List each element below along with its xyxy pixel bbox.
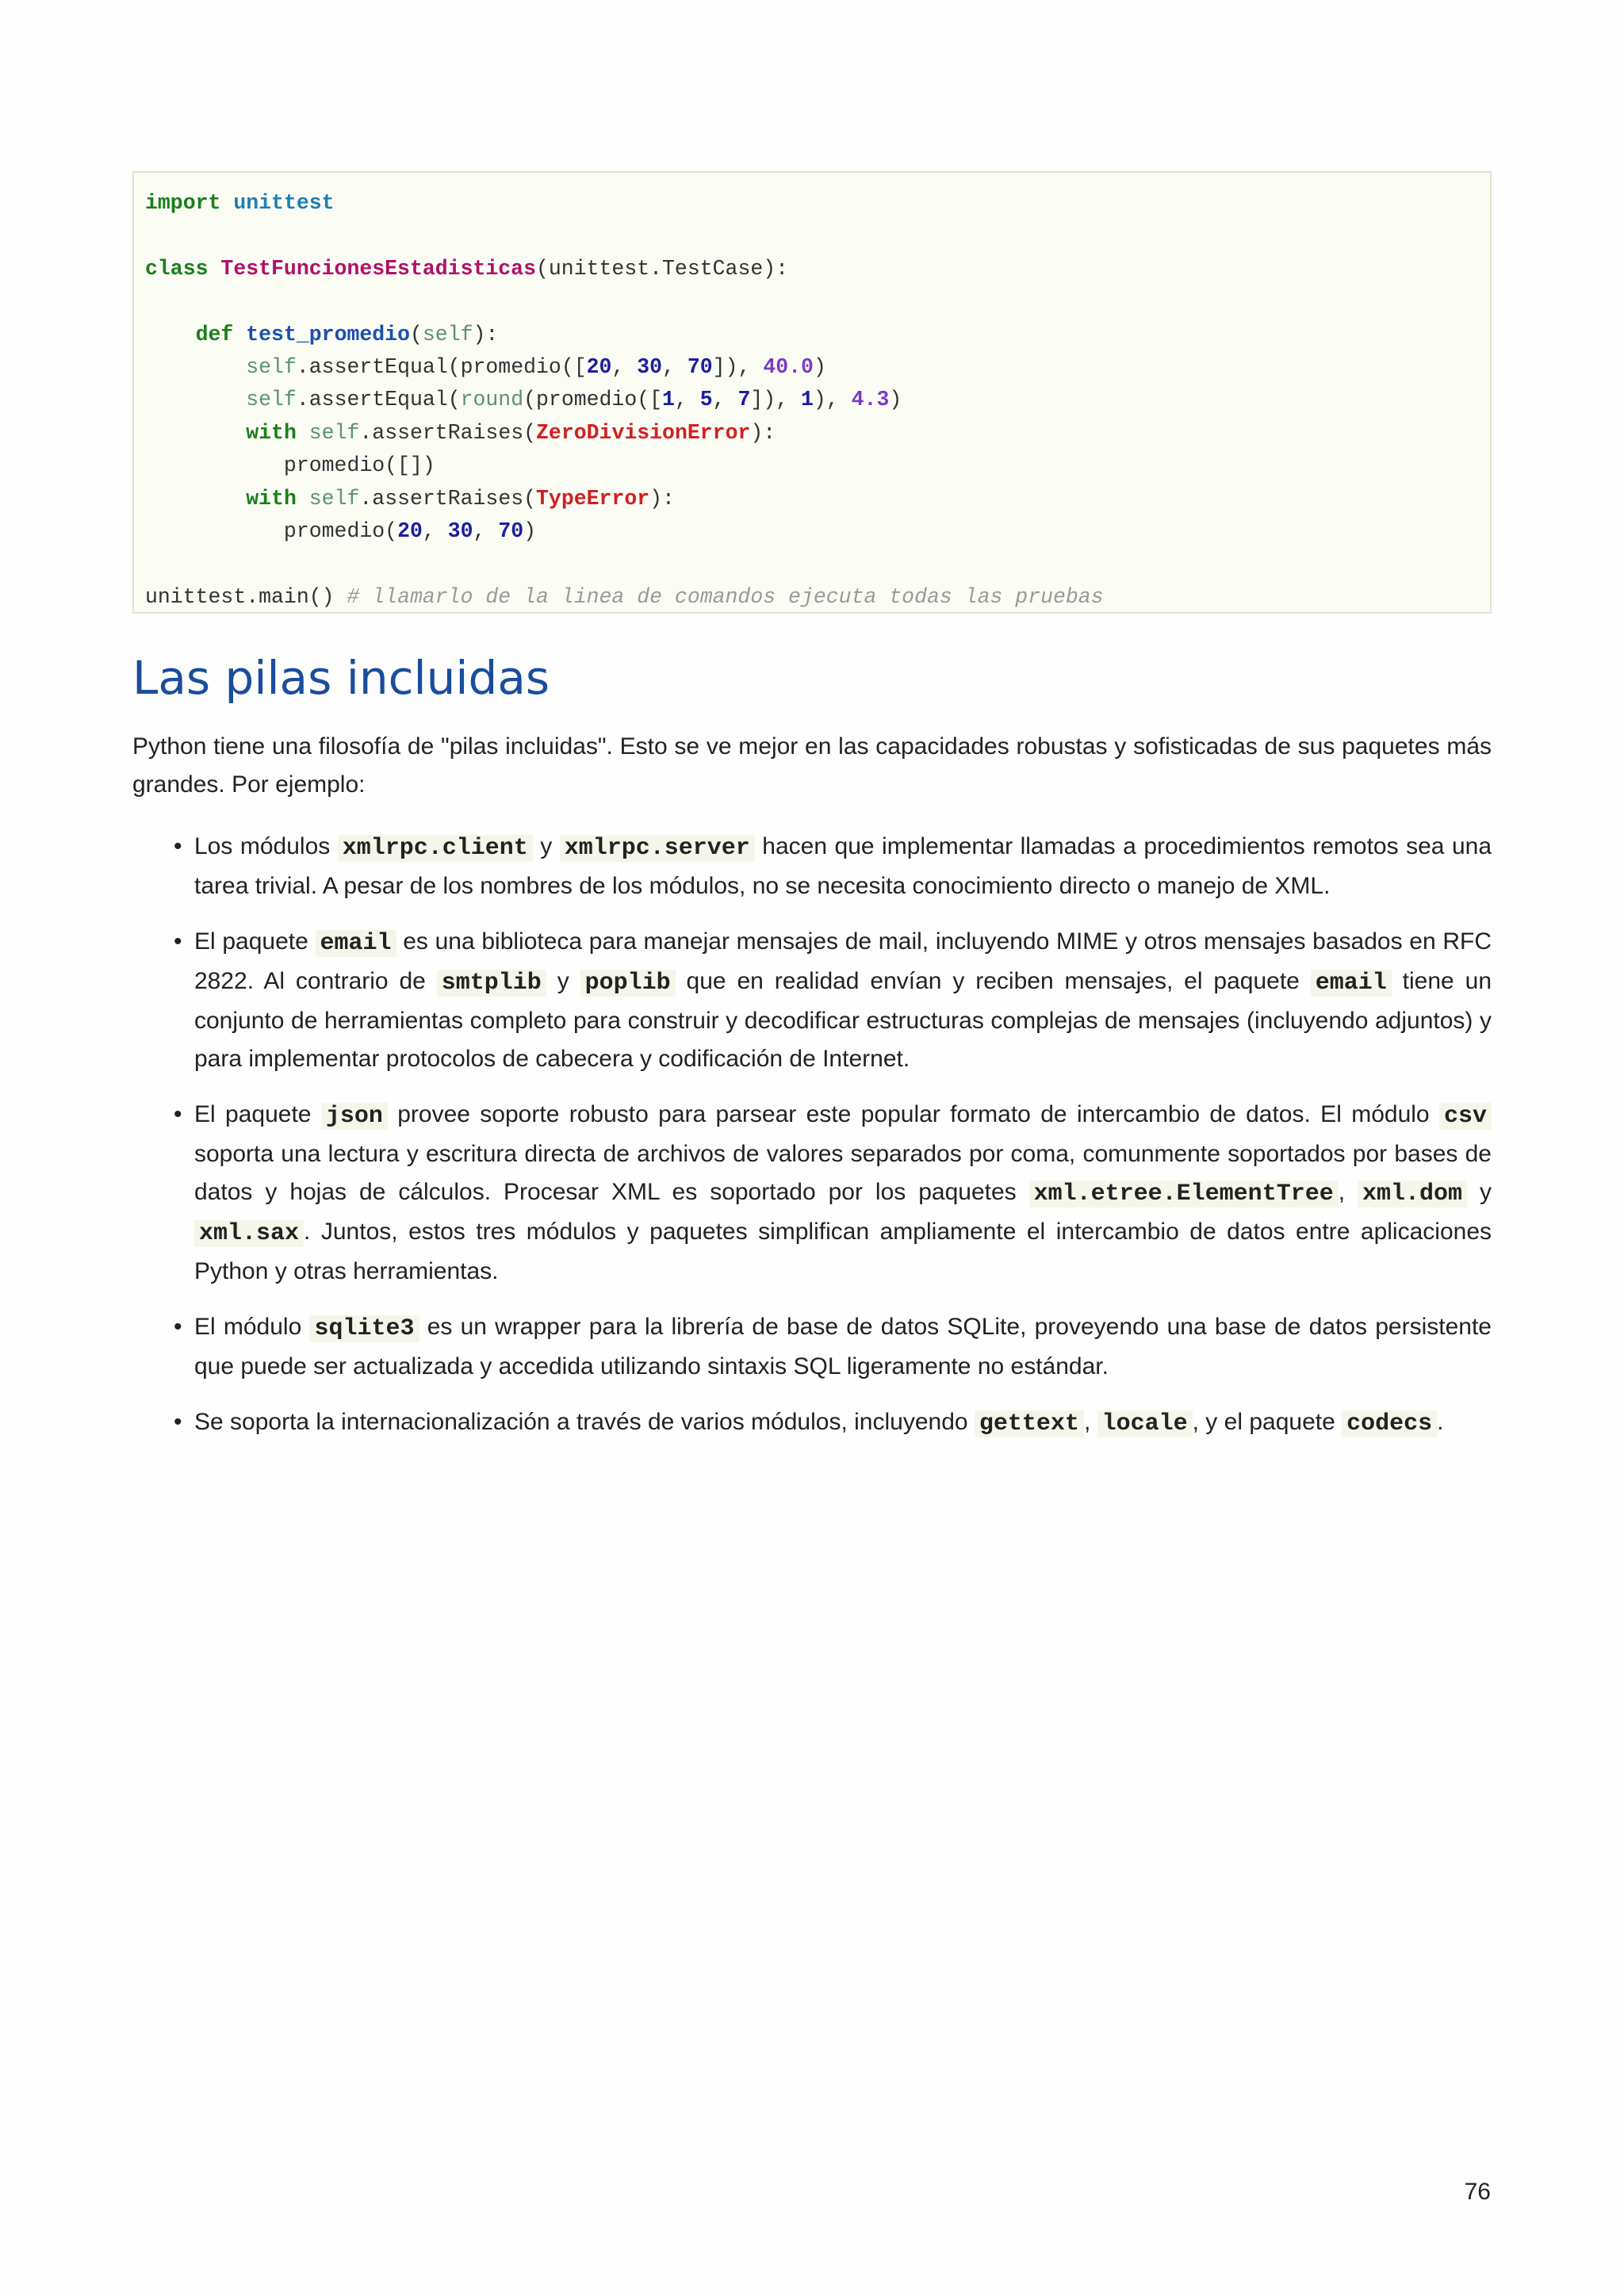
code-line	[145, 483, 1479, 515]
text-run: es un wrapper para la librería de base de datos SQLite, proveyendo una base de datos persistente que puede ser actualizada y accedida utilizando sintaxis SQL ligeramente no estándar.	[194, 1314, 1492, 1380]
text-run: es una biblioteca para manejar mensajes de mail, incluyendo MIME y otros mensajes basados en RFC 2822. Al contrario de	[194, 928, 1492, 994]
code-number: 5	[699, 388, 713, 412]
inline-code: codecs	[1342, 1410, 1437, 1437]
code-text: )	[813, 354, 826, 379]
code-text: (	[409, 322, 423, 346]
code-text	[297, 487, 309, 511]
code-builtin: round	[460, 388, 524, 412]
code-line	[145, 384, 1479, 416]
code-line	[145, 351, 1479, 384]
code-indent	[145, 355, 246, 379]
code-number: 70	[498, 519, 524, 543]
text-run: y	[1467, 1179, 1492, 1205]
code-self: self	[246, 354, 297, 379]
text-run: Los módulos	[194, 833, 338, 859]
code-line	[145, 417, 1479, 450]
code-line-blank	[145, 285, 1479, 318]
code-line	[145, 450, 1479, 482]
inline-code: csv	[1439, 1103, 1492, 1130]
code-line	[145, 187, 1479, 220]
text-run: Se soporta la internacionalización a través de varios módulos, incluyendo	[194, 1409, 975, 1435]
inline-code: poplib	[580, 970, 676, 997]
text-run: El módulo	[194, 1314, 310, 1340]
code-text: ,	[473, 519, 499, 543]
code-text: (promedio([	[523, 388, 663, 412]
list-item	[194, 1308, 1492, 1386]
text-run: .	[1437, 1409, 1444, 1435]
code-text: .assertEqual(	[296, 388, 461, 412]
text-run: ,	[1083, 1409, 1097, 1435]
code-module: unittest	[233, 191, 335, 215]
text-run: , y el paquete	[1192, 1409, 1342, 1435]
section-title: Las pilas incluidas	[132, 651, 550, 705]
code-line-blank	[145, 548, 1479, 580]
code-number: 1	[801, 388, 814, 412]
code-line	[145, 581, 1479, 614]
code-float: 4.3	[851, 388, 890, 412]
code-keyword: with	[246, 486, 297, 511]
code-text: ):	[473, 322, 499, 346]
code-comment: # llamarlo de la linea de comandos ejecuta todas las pruebas	[347, 584, 1104, 609]
code-text: promedio([])	[145, 453, 435, 478]
list-item	[194, 828, 1492, 905]
text-run: que en realidad envían y reciben mensajes, el paquete	[675, 968, 1311, 994]
code-text: ]),	[750, 388, 802, 412]
inline-code: email	[316, 930, 396, 957]
code-self: self	[308, 486, 360, 511]
text-run: provee soporte robusto para parsear este popular formato de intercambio de datos. El módulo	[387, 1101, 1439, 1127]
code-indent	[145, 421, 246, 445]
code-block	[132, 171, 1492, 614]
code-number: 30	[447, 519, 473, 543]
inline-code: xml.sax	[194, 1220, 304, 1247]
code-self: self	[308, 420, 360, 445]
code-text: ):	[649, 486, 675, 511]
text-run: ,	[1338, 1179, 1358, 1205]
section-content	[132, 728, 1492, 1460]
list-item	[194, 923, 1492, 1078]
code-number: 20	[397, 519, 423, 543]
code-text: unittest.main()	[145, 584, 347, 609]
inline-code: email	[1311, 970, 1392, 997]
code-number: 1	[662, 388, 675, 412]
inline-code: xml.dom	[1358, 1181, 1467, 1207]
page-number: 76	[1464, 2179, 1491, 2205]
code-keyword: with	[246, 420, 297, 445]
code-indent	[145, 323, 196, 346]
code-indent	[145, 388, 246, 411]
code-class-name: TestFuncionesEstadisticas	[220, 256, 536, 281]
code-line	[145, 253, 1479, 285]
text-run: El paquete	[194, 928, 316, 955]
inline-code: json	[321, 1103, 388, 1130]
text-run: hacen que implementar llamadas a procedimientos remotos sea una tarea trivial. A pesar de los nombres de los módulos, no se necesita conocimiento directo o manejo de XML.	[194, 833, 1492, 899]
code-text: )	[889, 388, 902, 412]
code-number: 70	[687, 354, 713, 379]
code-text: ,	[674, 388, 700, 412]
code-number: 20	[586, 354, 612, 379]
inline-code: xml.etree.ElementTree	[1029, 1181, 1339, 1207]
code-text: ,	[662, 354, 688, 379]
text-run: tiene un conjunto de herramientas completo para construir y decodificar estructuras complejas de mensajes (incluyendo adjuntos) y para implementar protocolos de cabecera y codificación de Internet.	[194, 968, 1492, 1072]
code-line	[145, 319, 1479, 351]
code-line	[145, 515, 1479, 548]
code-text: ,	[422, 519, 448, 543]
code-self: self	[246, 388, 297, 412]
code-float: 40.0	[763, 354, 814, 379]
code-text: .assertEqual(promedio([	[296, 354, 587, 379]
code-text	[297, 421, 309, 445]
inline-code: gettext	[975, 1410, 1084, 1437]
inline-code: sqlite3	[309, 1315, 419, 1342]
code-text: ),	[813, 388, 852, 412]
inline-code: smtplib	[437, 970, 546, 997]
code-text: )	[523, 519, 537, 543]
code-exception: ZeroDivisionError	[536, 420, 751, 445]
text-run: soporta una lectura y escritura directa de archivos de valores separados por coma, comunmente soportados por bases de datos y hojas de cálculos. Procesar XML es soportado por los paquetes	[194, 1141, 1492, 1205]
code-text: ,	[611, 354, 638, 379]
code-keyword: import	[145, 191, 221, 215]
inline-code: xmlrpc.server	[560, 835, 755, 862]
code-function-name: test_promedio	[246, 322, 410, 346]
text-run: . Juntos, estos tres módulos y paquetes simplifican ampliamente el intercambio de datos entre aplicaciones Python y otras herramientas.	[194, 1219, 1492, 1284]
inline-code: xmlrpc.client	[338, 835, 533, 862]
code-number: 30	[637, 354, 663, 379]
text-run: El paquete	[194, 1101, 321, 1127]
inline-code: locale	[1097, 1410, 1193, 1437]
code-keyword: class	[145, 256, 209, 281]
code-text: ):	[750, 420, 776, 445]
code-line-blank	[145, 220, 1479, 252]
intro-paragraph: Python tiene una filosofía de "pilas incluidas". Esto se ve mejor en las capacidades robustas y sofisticadas de sus paquetes más grandes. Por ejemplo:	[132, 733, 1492, 798]
code-number: 7	[737, 388, 751, 412]
code-text: .assertRaises(	[359, 486, 537, 511]
list-item	[194, 1403, 1492, 1443]
code-text: promedio(	[145, 519, 398, 543]
code-exception: TypeError	[536, 486, 650, 511]
code-text: ,	[712, 388, 738, 412]
list-item	[194, 1096, 1492, 1291]
text-run: y	[546, 968, 580, 994]
bullet-list	[132, 828, 1492, 1443]
code-text: (unittest.TestCase):	[536, 256, 789, 281]
code-text: ]),	[712, 354, 764, 379]
code-self: self	[422, 322, 473, 346]
code-indent	[145, 487, 246, 511]
code-keyword: def	[195, 322, 234, 346]
text-run: y	[532, 833, 560, 859]
code-text: .assertRaises(	[359, 420, 537, 445]
